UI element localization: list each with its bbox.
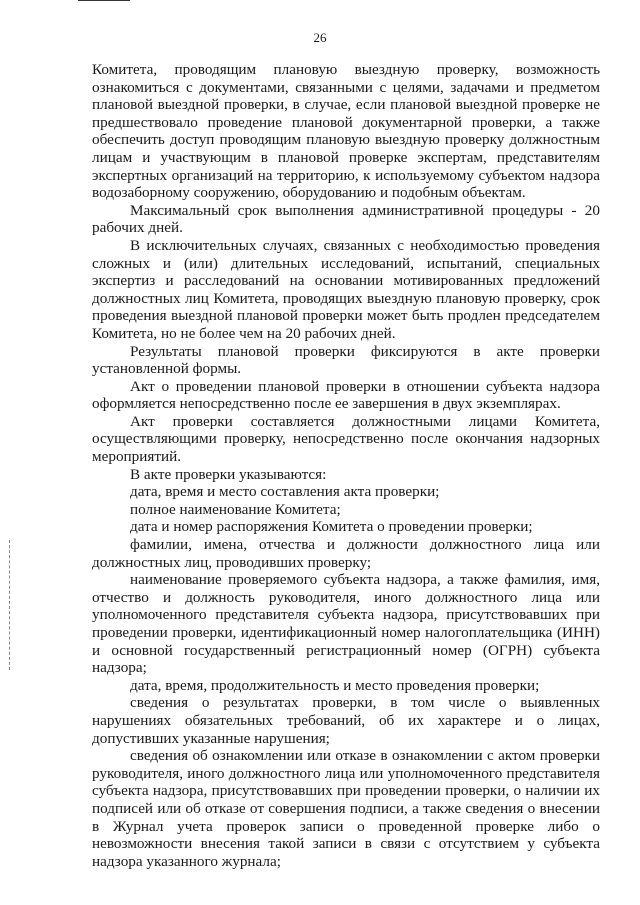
paragraph: Комитета, проводящим плановую выездную проверку, возможность ознакомиться с документами, связанными с целями, задачами и предметом плановой выездной проверки, в случае, если плановой выездной проверке не предшествовало проведение плановой документарной проверки, а также обеспечить доступ проводящим плановую выездную проверку должностным лицам и участвующим в плановой проверке экспертам, представителям экспертных организаций на территорию, к используемому субъектом надзора водозаборному сооружению, оборудованию и подобным объектам. xyxy=(92,61,600,202)
paragraph: В исключительных случаях, связанных с необходимостью проведения сложных и (или) длительных исследований, испытаний, специальных экспертиз и расследований на основании мотивированных предложений должностных лиц Комитета, проводящих выездную плановую проверку, срок проведения выездной плановой проверки может быть продлен председателем Комитета, но не более чем на 20 рабочих дней. xyxy=(92,236,600,342)
margin-marks xyxy=(9,540,12,670)
list-item: дата и номер распоряжения Комитета о проведении проверки; xyxy=(130,518,533,536)
paragraph: Акт проверки составляется должностными лицами Комитета, осуществляющими проверку, непосредственно после окончания надзорных мероприятий. xyxy=(92,412,600,466)
list-item: сведения о результатах проверки, в том числе о выявленных нарушениях обязательных требований, об их характере и о лицах, допустивших указанные нарушения; xyxy=(92,694,600,747)
document-body xyxy=(92,61,600,870)
list-item: полное наименование Комитета; xyxy=(130,500,341,518)
list-item: сведения об ознакомлении или отказе в ознакомлении с актом проверки руководителя, иного должностного лица или уполномоченного представителя субъекта надзора, присутствовавших при проведении проверки, о наличии их подписей или об отказе от совершения подписи, а также сведения о внесении в Журнал учета проверок записи о проведенной проверке либо о невозможности внесения такой записи в связи с отсутствием у субъекта надзора указанного журнала; xyxy=(92,747,600,870)
paragraph: Результаты плановой проверки фиксируются в акте проверки установленной формы. xyxy=(92,342,600,378)
paragraph: Максимальный срок выполнения административной процедуры - 20 рабочих дней. xyxy=(92,201,600,237)
list-item: фамилии, имена, отчества и должности должностного лица или должностных лиц, проводивших проверку; xyxy=(92,536,600,571)
paragraph: Акт о проведении плановой проверки в отношении субъекта надзора оформляется непосредственно после ее завершения в двух экземплярах. xyxy=(92,377,600,413)
list-item: наименование проверяемого субъекта надзора, а также фамилия, имя, отчество и должность руководителя, иного должностного лица или уполномоченного представителя субъекта надзора, присутствовавших при проведении проверки, идентификационный номер налогоплательщика (ИНН) и основной государственный регистрационный номер (ОГРН) субъекта надзора; xyxy=(92,571,600,677)
list-item: дата, время и место составления акта проверки; xyxy=(130,483,440,501)
top-rule xyxy=(78,0,130,1)
paragraph: В акте проверки указываются: xyxy=(130,465,327,483)
page-number: 26 xyxy=(313,30,327,45)
list-item: дата, время, продолжительность и место проведения проверки; xyxy=(130,676,540,694)
